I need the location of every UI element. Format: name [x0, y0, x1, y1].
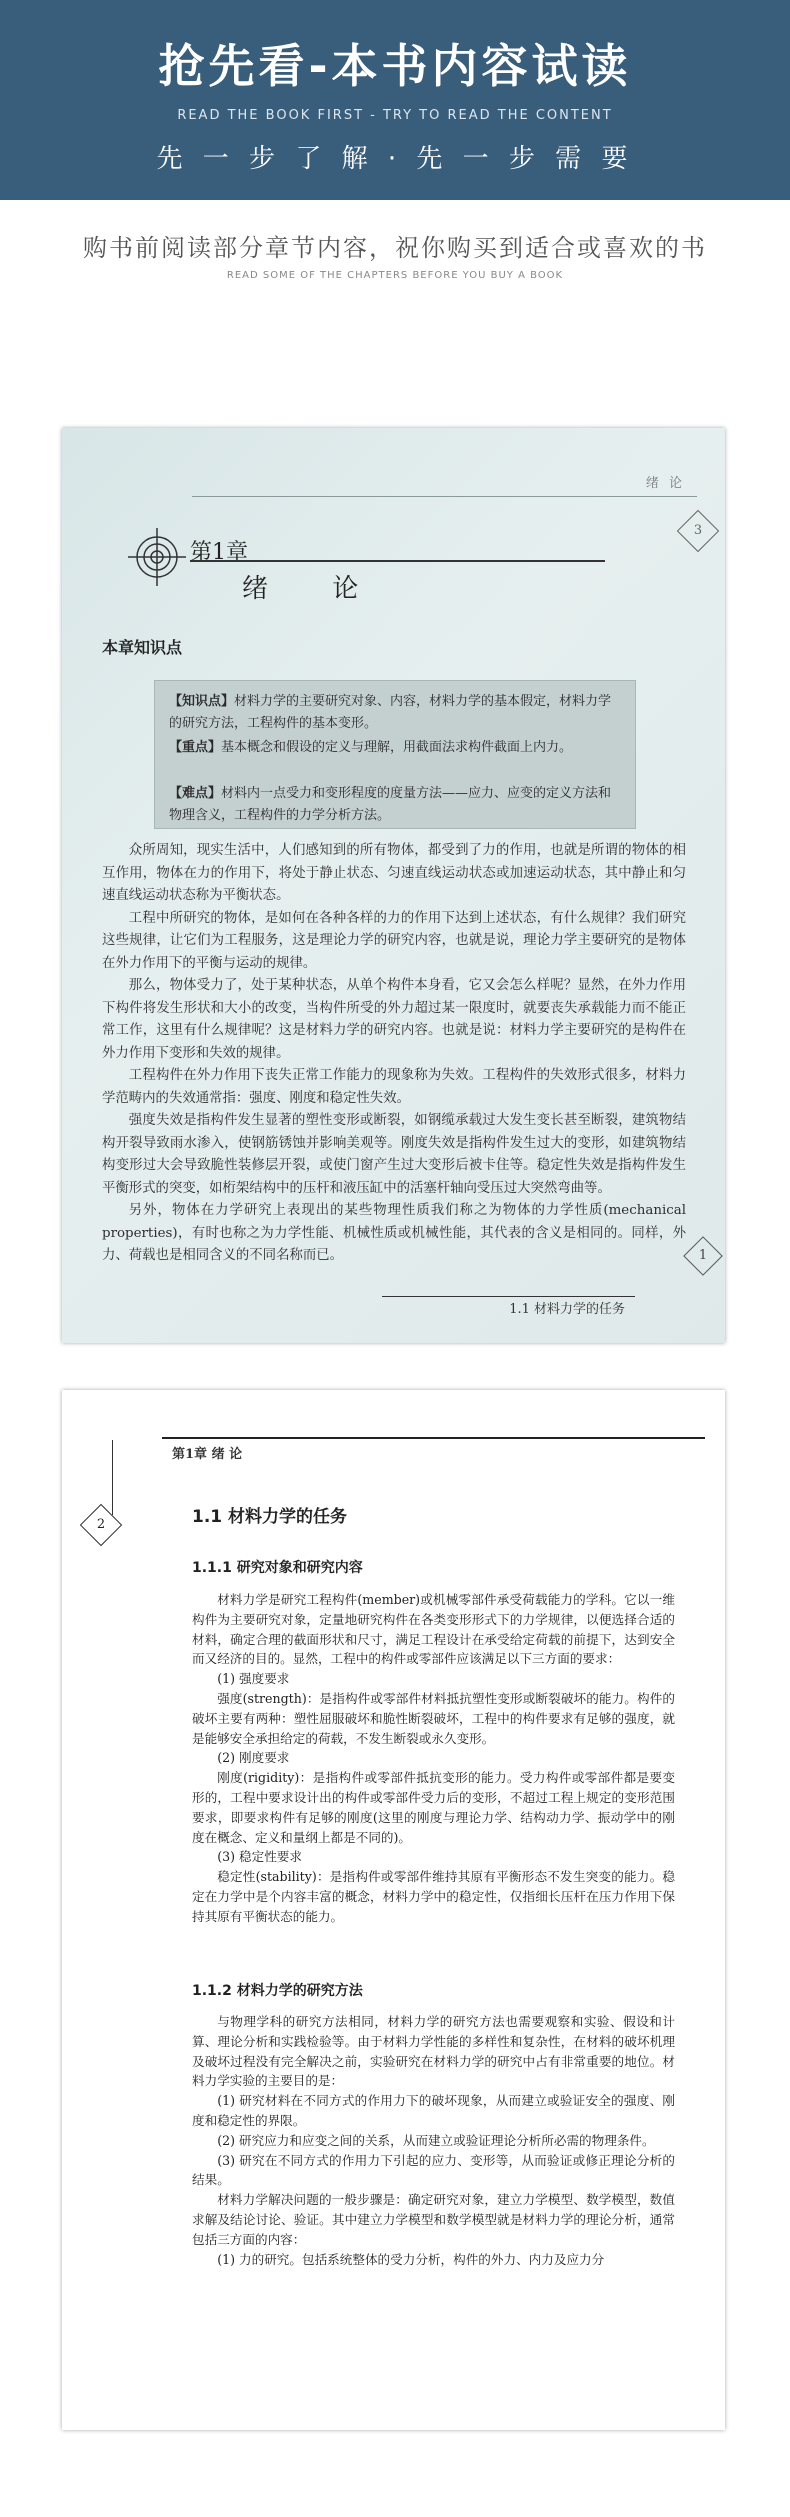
banner-tagline: 先 一 步 了 解 · 先 一 步 需 要 [156, 144, 634, 174]
banner-title: 抢先看-本书内容试读 [158, 39, 632, 93]
chapter-title: 绪 论 [242, 574, 387, 604]
page1-running-head: 绪 论 [645, 476, 685, 491]
knowledge-item [169, 737, 623, 759]
chapter-crosshair-icon [128, 528, 186, 586]
book-page-1 [62, 428, 725, 1343]
body-paragraph: 那么，物体受力了，处于某种状态，从单个构件本身看，它又会怎么样呢？显然，在外力作用下构件将发生形状和大小的改变，当构件所受的外力超过某一限度时，就要丧失承载能力而不能正常工作，这里有什么规律呢？这是材料力学的研究内容。也就是说：材料力学主要研究的是构件在外力作用下变形和失效的规律。 [102, 978, 686, 1061]
page2-number: 2 [96, 1517, 106, 1532]
intro-title: 购书前阅读部分章节内容，祝你购买到适合或喜欢的书 [83, 234, 707, 262]
body-paragraph: (2) 刚度要求 [217, 1750, 290, 1766]
subsection-body [192, 1590, 675, 1927]
page1-footer-rule [382, 1296, 635, 1297]
knowledge-text: 材料内一点受力和变形程度的度量方法——应力、应变的定义方法和物理含义，工程构件的力学分析方法。 [169, 786, 612, 823]
knowledge-heading: 本章知识点 [102, 638, 183, 657]
body-paragraph: 强度(strength)：是指构件或零部件材料抵抗塑性变形或断裂破坏的能力。构件的破坏主要有两种：塑性屈服破坏和脆性断裂破坏，工程中的构件要求有足够的强度，就是能够安全承担给定的荷载，不发生断裂或永久变形。 [192, 1690, 675, 1746]
knowledge-text: 材料力学的主要研究对象、内容，材料力学的基本假定，材料力学的研究方法，工程构件的基本变形。 [169, 694, 612, 731]
body-paragraph: (3) 研究在不同方式的作用力下引起的应力、变形等，从而验证或修正理论分析的结果。 [192, 2152, 675, 2188]
knowledge-tag: 【重点】 [169, 740, 222, 755]
knowledge-item [169, 691, 623, 735]
page1-footer: 1.1 材料力学的任务 [509, 1302, 625, 1317]
chapter-label: 第1章 [190, 540, 248, 565]
book-page-2 [62, 1390, 725, 2430]
body-paragraph: 强度失效是指构件发生显著的塑性变形或断裂，如钢缆承载过大发生变长甚至断裂，建筑物结构开裂导致雨水渗入，使钢筋锈蚀并影响美观等。刚度失效是指构件发生过大的变形，如建筑物结构变形过大会导致脆性装修层开裂，或使门窗产生过大变形后被卡住等。稳定性失效是指构件发生平衡形式的突变，如桁架结构中的压杆和液压缸中的活塞杆轴向受压过大突然弯曲等。 [102, 1113, 686, 1196]
page1-body [102, 840, 686, 1268]
banner-subtitle: READ THE BOOK FIRST - TRY TO READ THE CONTENT [177, 108, 613, 123]
page-number-diamond-icon [683, 1236, 723, 1276]
knowledge-item [169, 783, 623, 827]
page1-bottom-number: 1 [698, 1248, 708, 1263]
knowledge-text: 基本概念和假设的定义与理解，用截面法求构件截面上内力。 [221, 740, 573, 755]
subsection-title: 1.1.2 材料力学的研究方法 [192, 1983, 363, 1999]
page2-running-head: 第1章 绪 论 [172, 1447, 243, 1462]
body-paragraph: 众所周知，现实生活中，人们感知到的所有物体，都受到了力的作用，也就是所谓的物体的相互作用，物体在力的作用下，将处于静止状态、匀速直线运动状态或加速运动状态，其中静止和匀速直线运动状态称为平衡状态。 [102, 843, 686, 903]
page1-top-number: 3 [693, 523, 703, 538]
subsection-body [192, 2012, 675, 2269]
page-number-diamond-icon [677, 510, 719, 552]
body-paragraph: 材料力学解决问题的一般步骤是：确定研究对象，建立力学模型、数学模型，数值求解及结论讨论、验证。其中建立力学模型和数学模型就是材料力学的理论分析，通常包括三方面的内容： [192, 2192, 675, 2247]
body-paragraph: (1) 力的研究。包括系统整体的受力分析，构件的外力、内力及应力分 [217, 2251, 605, 2267]
page1-header-rule [192, 496, 697, 497]
header-banner [0, 0, 790, 200]
page2-header-rule [162, 1437, 705, 1439]
intro-subtitle: READ SOME OF THE CHAPTERS BEFORE YOU BUY A BOOK [226, 270, 564, 281]
body-paragraph: (2) 研究应力和应变之间的关系，从而建立或验证理论分析所必需的物理条件。 [217, 2132, 655, 2148]
knowledge-box [154, 680, 636, 829]
body-paragraph: 工程中所研究的物体，是如何在各种各样的力的作用下达到上述状态，有什么规律？我们研究这些规律，让它们为工程服务，这是理论力学的研究内容，也就是说，理论力学主要研究的是物体在外力作用下的平衡与运动的规律。 [102, 910, 686, 971]
body-paragraph: 材料力学是研究工程构件(member)或机械零部件承受荷载能力的学科。它以一维构件为主要研究对象，定量地研究构件在各类变形形式下的力学规律，以便选择合适的材料，确定合理的截面形状和尺寸，满足工程设计在承受给定荷载的前提下，达到安全而又经济的目的。显然，工程中的构件或零部件应该满足以下三方面的要求： [192, 1592, 675, 1667]
body-paragraph: 与物理学科的研究方法相同，材料力学的研究方法也需要观察和实验、假设和计算、理论分析和实践检验等。由于材料力学性能的多样性和复杂性，在材料的破坏机理及破坏过程没有完全解决之前，实验研究在材料力学的研究中占有非常重要的地位。材料力学实验的主要目的是： [192, 2014, 675, 2089]
body-paragraph: (1) 强度要求 [217, 1671, 290, 1687]
body-paragraph: 刚度(rigidity)：是指构件或零部件抵抗变形的能力。受力构件或零部件都是要变形的，工程中要求设计出的构件或零部件受力后的变形，不超过工程上规定的变形范围要求，即要求构件有足够的刚度(这里的刚度与理论力学、结构动力学、振动学中的刚度在概念、定义和量纲上都是不同的)。 [192, 1770, 675, 1845]
body-paragraph: 工程构件在外力作用下丧失正常工作能力的现象称为失效。工程构件的失效形式很多，材料力学范畴内的失效通常指：强度、刚度和稳定性失效。 [102, 1068, 686, 1106]
subsection-title: 1.1.1 研究对象和研究内容 [192, 1560, 363, 1576]
body-paragraph: 稳定性(stability)：是指构件或零部件维持其原有平衡形态不发生突变的能力。稳定在力学中是个内容丰富的概念，材料力学中的稳定性，仅指细长压杆在压力作用下保持其原有平衡状态的能力。 [192, 1869, 675, 1924]
body-paragraph: (1) 研究材料在不同方式的作用力下的破坏现象，从而建立或验证安全的强度、刚度和稳定性的界限。 [192, 2093, 675, 2128]
section-title: 1.1 材料力学的任务 [192, 1507, 348, 1527]
body-paragraph: 另外，物体在力学研究上表现出的某些物理性质我们称之为物体的力学性质(mechanical properties)，有时也称之为力学性能、机械性质或机械性能，其代表的含义是相同的。同样，外力、荷载也是相同含义的不同名称而已。 [102, 1203, 686, 1263]
chapter-rule [190, 560, 605, 562]
knowledge-tag: 【难点】 [169, 786, 222, 801]
knowledge-tag: 【知识点】 [169, 694, 235, 709]
body-paragraph: (3) 稳定性要求 [217, 1849, 302, 1865]
page2-corner-rule [112, 1440, 113, 1515]
page-number-diamond-icon [80, 1504, 122, 1546]
